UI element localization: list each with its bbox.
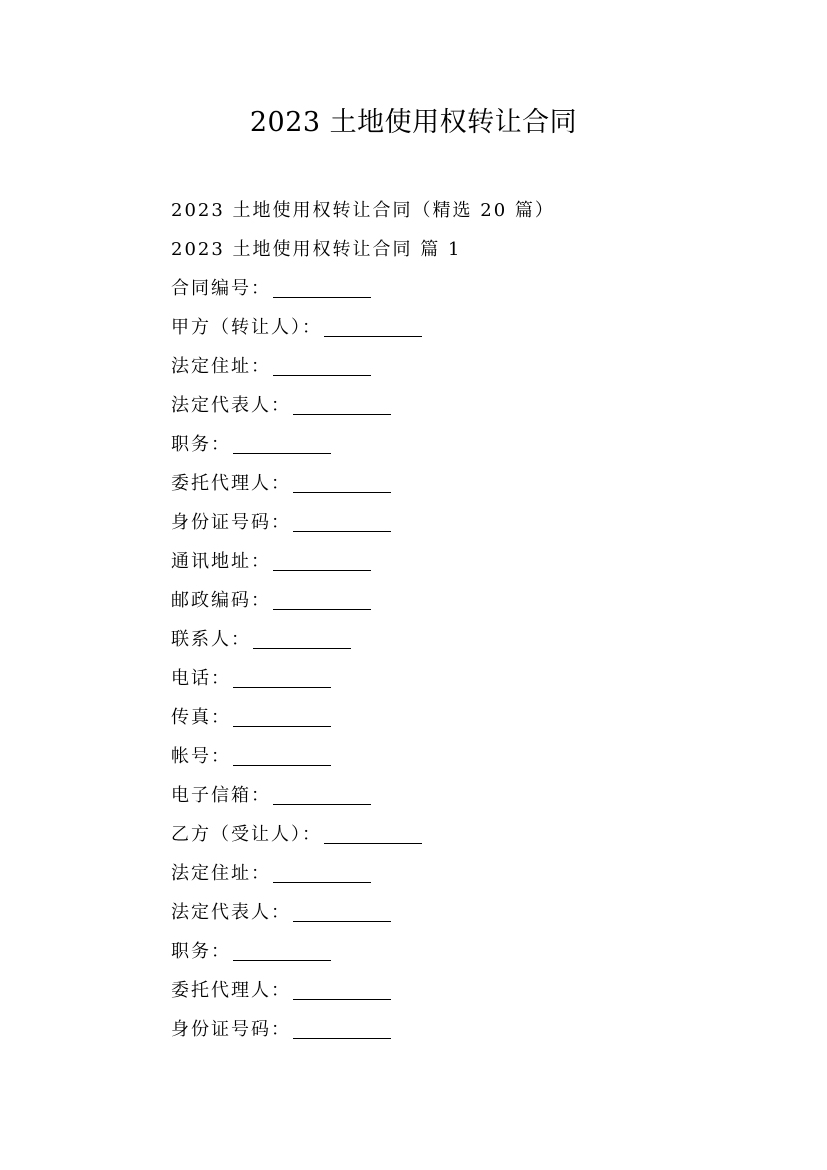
fill-in-blank — [233, 431, 331, 454]
field-fax — [171, 698, 771, 737]
field-label: 传真： — [171, 707, 231, 728]
fill-in-blank — [233, 938, 331, 961]
fill-in-blank — [293, 470, 391, 493]
field-label: 职务： — [171, 941, 231, 962]
field-label: 联系人： — [171, 629, 251, 650]
fill-in-blank — [293, 977, 391, 1000]
field-party-a-agent — [171, 464, 771, 503]
field-party-b-legal-rep — [171, 893, 771, 932]
fill-in-blank — [273, 353, 371, 376]
field-label: 邮政编码： — [171, 590, 271, 611]
field-party-b-position — [171, 932, 771, 971]
section-heading: 2023 土地使用权转让合同 篇 1 — [171, 239, 462, 260]
field-party-a-id-number — [171, 503, 771, 542]
field-contact-person — [171, 620, 771, 659]
field-label: 甲方（转让人）： — [171, 317, 322, 338]
field-account — [171, 737, 771, 776]
field-label: 法定代表人： — [171, 395, 291, 416]
fill-in-blank — [233, 743, 331, 766]
field-label: 合同编号： — [171, 278, 271, 299]
fill-in-blank — [293, 509, 391, 532]
field-mailing-address — [171, 542, 771, 581]
field-label: 身份证号码： — [171, 512, 291, 533]
field-label: 委托代理人： — [171, 980, 291, 1001]
fill-in-blank — [233, 665, 331, 688]
field-label: 身份证号码： — [171, 1019, 291, 1040]
document-body — [171, 191, 771, 1049]
fill-in-blank — [233, 704, 331, 727]
field-contract-number — [171, 269, 771, 308]
field-party-b-agent — [171, 971, 771, 1010]
fill-in-blank — [324, 821, 422, 844]
fill-in-blank — [273, 860, 371, 883]
field-party-a-position — [171, 425, 771, 464]
fill-in-blank — [273, 275, 371, 298]
document-title: 2023 土地使用权转让合同 — [249, 107, 578, 138]
field-party-a-legal-rep — [171, 386, 771, 425]
fill-in-blank — [273, 782, 371, 805]
field-party-a — [171, 308, 771, 347]
field-party-a-address — [171, 347, 771, 386]
field-label: 法定住址： — [171, 863, 271, 884]
fill-in-blank — [273, 548, 371, 571]
field-label: 乙方（受让人）： — [171, 824, 322, 845]
field-label: 电子信箱： — [171, 785, 271, 806]
fill-in-blank — [253, 626, 351, 649]
field-postal-code — [171, 581, 771, 620]
fill-in-blank — [293, 392, 391, 415]
fill-in-blank — [293, 899, 391, 922]
field-label: 职务： — [171, 434, 231, 455]
field-phone — [171, 659, 771, 698]
document-subtitle: 2023 土地使用权转让合同（精选 20 篇） — [171, 200, 555, 221]
fill-in-blank — [324, 314, 422, 337]
field-label: 通讯地址： — [171, 551, 271, 572]
fill-in-blank — [293, 1016, 391, 1039]
field-label: 委托代理人： — [171, 473, 291, 494]
field-label: 法定住址： — [171, 356, 271, 377]
field-party-b-address — [171, 854, 771, 893]
fill-in-blank — [273, 587, 371, 610]
field-email — [171, 776, 771, 815]
field-label: 帐号： — [171, 746, 231, 767]
field-label: 法定代表人： — [171, 902, 291, 923]
field-party-b — [171, 815, 771, 854]
field-label: 电话： — [171, 668, 231, 689]
field-party-b-id-number — [171, 1010, 771, 1049]
